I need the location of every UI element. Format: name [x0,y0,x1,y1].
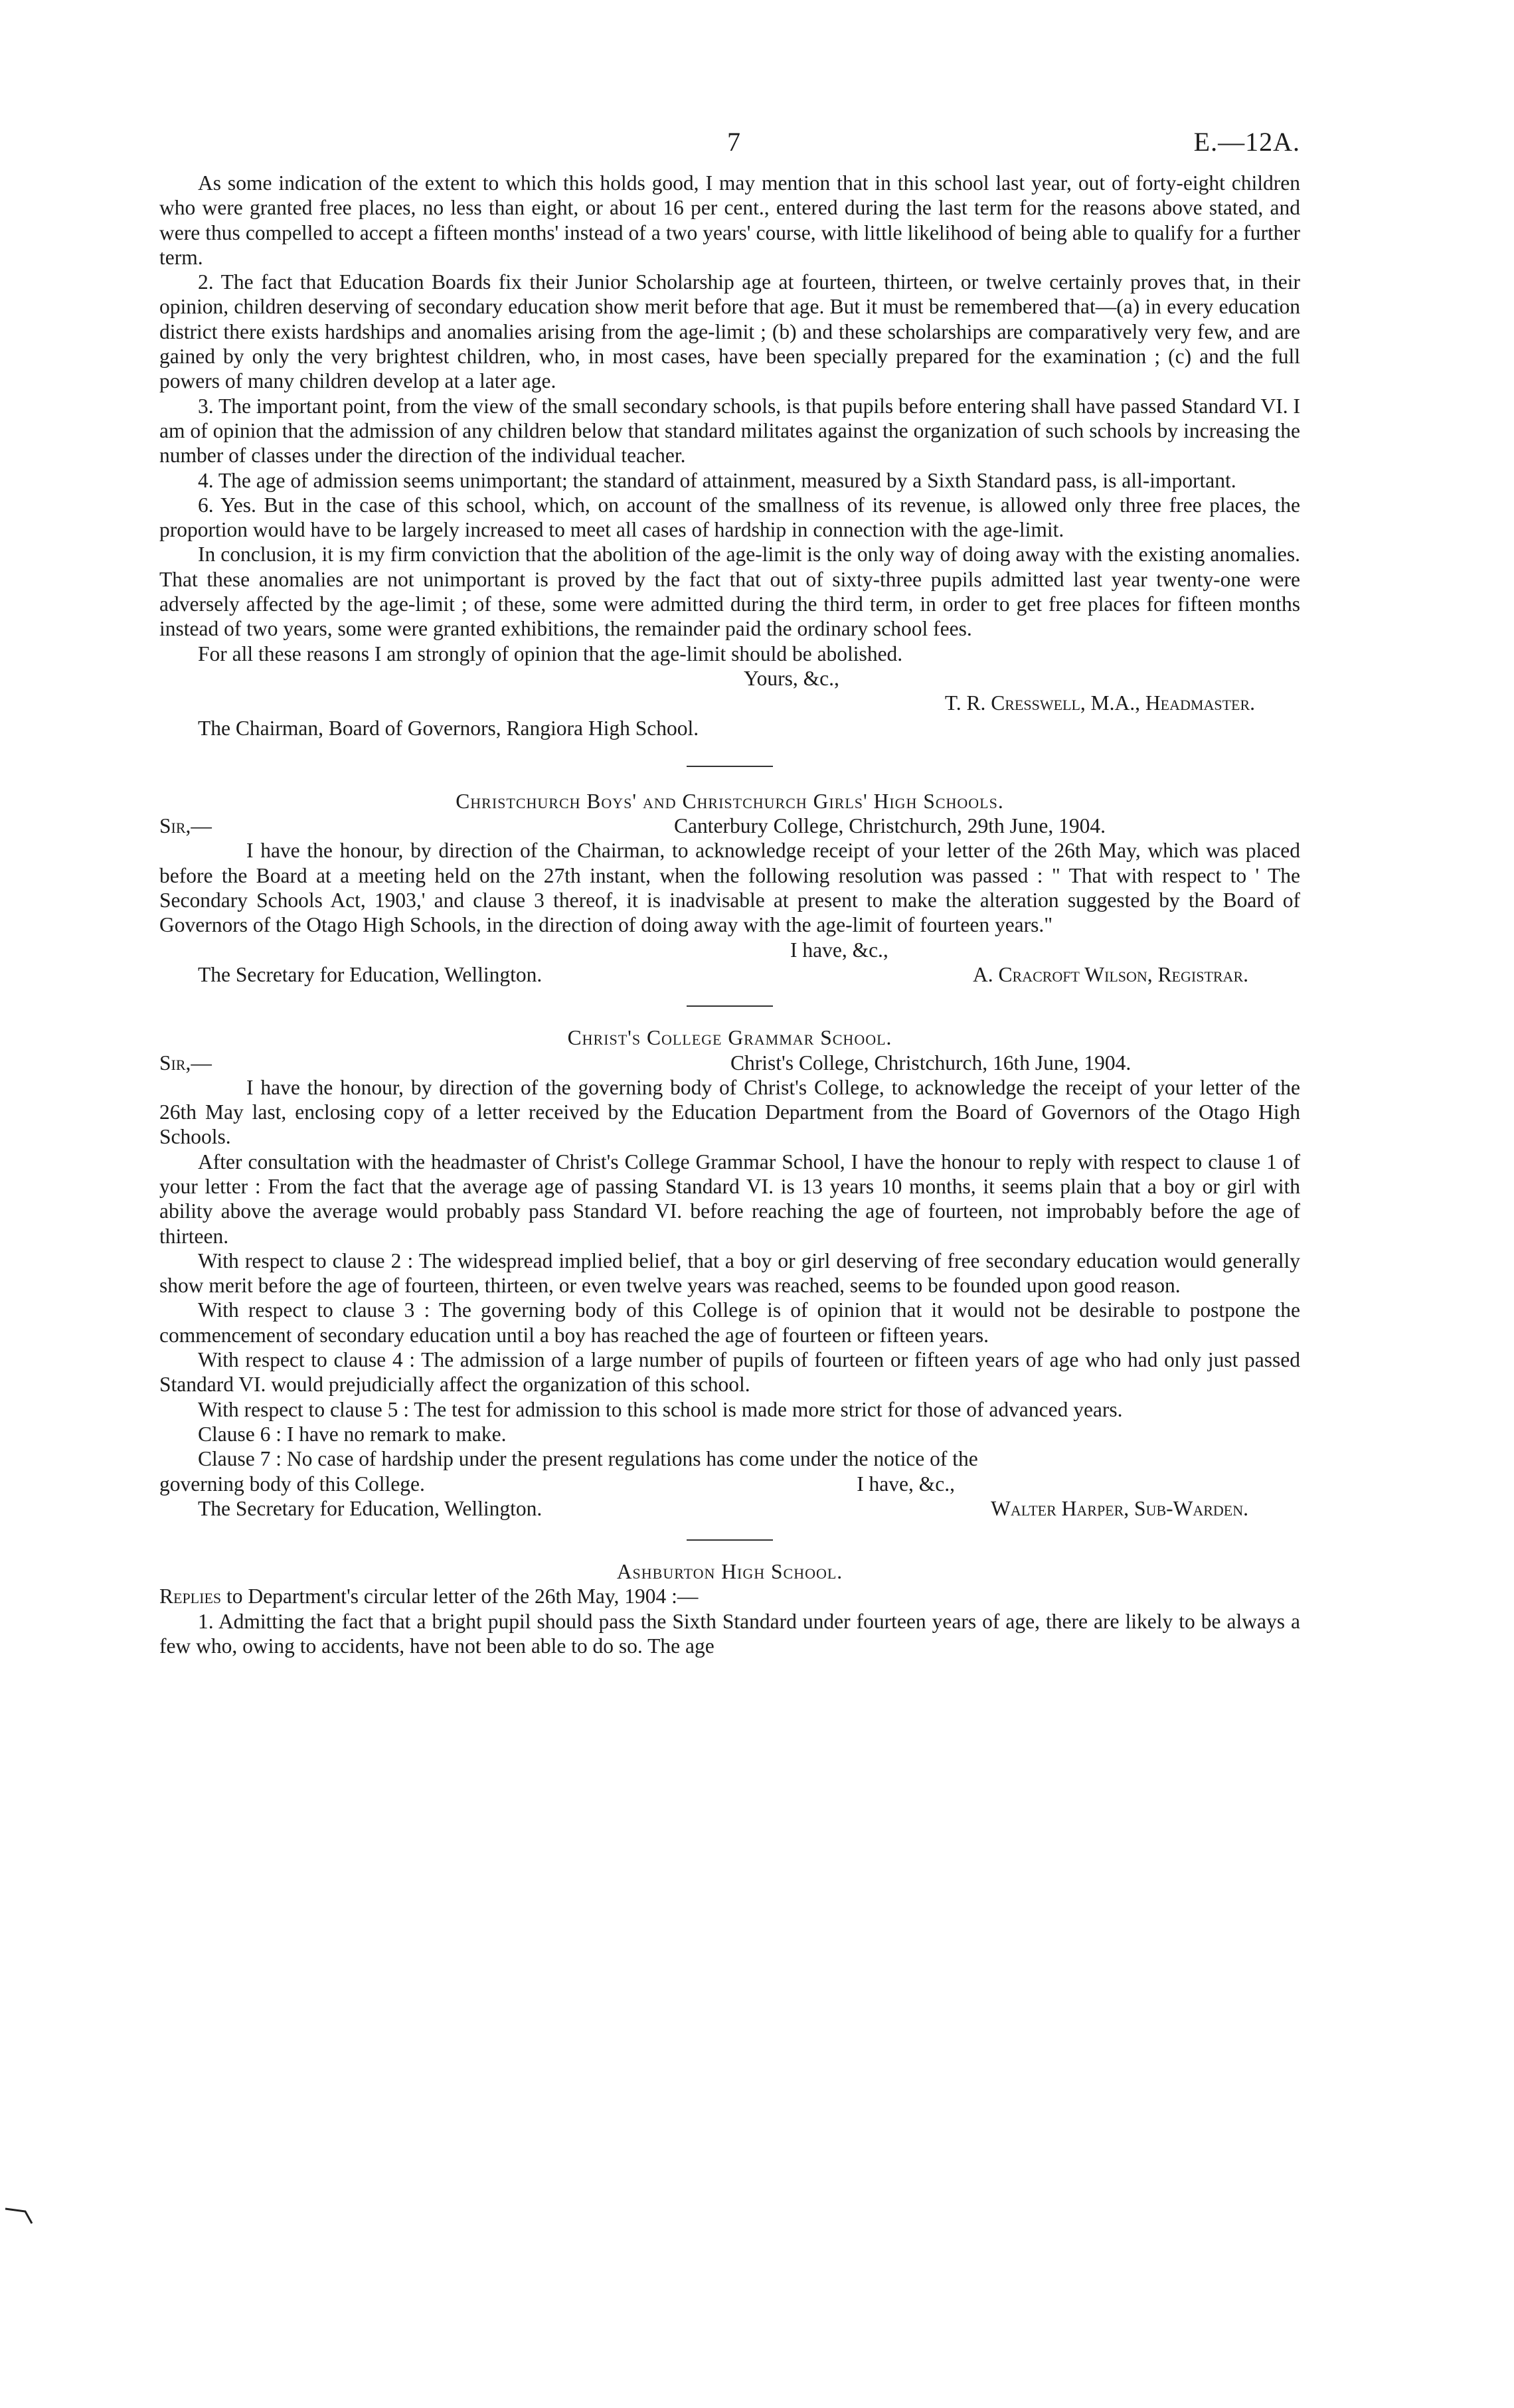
address-date: Christ's College, Christchurch, 16th June, 1904. [730,1051,1132,1075]
paragraph: 1. Admitting the fact that a bright pupil should pass the Sixth Standard under fourteen years of age, there are likely to be always a few who, owing to accidents, have not been able to do so. The age [159,1609,1300,1658]
section-title: Ashburton High School. [616,1560,843,1584]
replies-text: to Department's circular letter of the 26th May, 1904 :— [221,1585,699,1608]
section-divider [687,766,773,767]
paragraph: After consultation with the headmaster of Christ's College Grammar School, I have the honour to reply with respect to clause 1 of your letter : From the fact that the average age of passing Standard VI. is 13 years 10 months, it seems plain that a boy or girl with ability above the average would probably pass Standard VI. before reaching the age of fourteen, not improbably before the age of thirteen. [159,1150,1300,1248]
section-title: Christ's College Grammar School. [567,1026,892,1050]
paragraph-end: governing body of this College. [159,1472,425,1496]
replies-word: Replies [159,1585,222,1608]
section-title: Christchurch Boys' and Christchurch Girls' High Schools. [456,789,1004,813]
paragraph: For all these reasons I am strongly of opinion that the age-limit should be abolished. [198,642,903,665]
paragraph: 4. The age of admission seems unimportant; the standard of attainment, measured by a Sixth Standard pass, is all-important. [198,468,1236,492]
addressee: The Chairman, Board of Governors, Rangiora High School. [198,716,699,740]
section-divider [687,1005,773,1007]
replies-line [159,1584,1300,1608]
paragraph: Clause 6 : I have no remark to make. [198,1422,507,1446]
addressee: The Secretary for Education, Wellington. [198,962,543,986]
paragraph: I have the honour, by direction of the governing body of Christ's College, to acknowledge the receipt of your letter of the 26th May last, enclosing copy of a letter received by the Education Department from the Board of Governors of the Otago High Schools. [159,1075,1300,1149]
paragraph: With respect to clause 5 : The test for admission to this school is made more strict for those of advanced years. [198,1397,1123,1421]
signature-row [159,1496,1300,1521]
salutation-row [159,814,1300,838]
paragraph: 6. Yes. But in the case of this school, which, on account of the smallness of its revenue, is allowed only three free places, the proportion would have to be largely increased to meet all cases of hardship in connection with the age-limit. [159,493,1300,542]
paragraph: In conclusion, it is my firm conviction that the abolition of the age-limit is the only way of doing away with the existing anomalies. That these anomalies are not unimportant is proved by the fact that out of sixty-three pupils admitted last year twenty-one were adversely affected by the age-limit ; of these, some were admitted during the third term, in order to get free places for fifteen months instead of two years, some were granted exhibitions, the remainder paid the ordinary school fees. [159,543,1300,641]
paragraph: 3. The important point, from the view of the small secondary schools, is that pupils before entering shall have passed Standard VI. I am of opinion that the admission of any children below that standard militates against the organization of such schools by increasing the number of classes under the direction of the individual teacher. [159,394,1300,468]
addressee: The Secretary for Education, Wellington. [198,1496,543,1520]
signature-row [159,962,1300,987]
paragraph: I have the honour, by direction of the Chairman, to acknowledge receipt of your letter of the 26th May, which was placed before the Board at a meeting held on the 27th instant, when the following resolution was passed : " That with respect to ' The Secondary Schools Act, 1903,' and clause 3 thereof, it is inadvisable at present to make the alteration suggested by the Board of Governors of the Otago High Schools, in the direction of doing away with the age-limit of fourteen years." [159,839,1300,937]
signature: Walter Harper, Sub-Warden. [991,1496,1248,1520]
letter-closing: Yours, &c., [744,666,839,690]
closing-row [159,1472,1300,1496]
salutation-row [159,1051,1300,1075]
paragraph: 2. The fact that Education Boards fix their Junior Scholarship age at fourteen, thirteen, or twelve certainly proves that, in their opinion, children deserving of secondary education show merit before that age. But it must be remembered that—(a) in every education district there exists hardships and anomalies arising from the age-limit ; (b) and these scholarships are comparatively very few, and are gained by only the very brightest children, who, in most cases, have been specially prepared for the examination ; (c) and the full powers of many children develop at a later age. [159,270,1300,393]
letter-closing: I have, &c., [790,938,888,962]
paragraph: With respect to clause 2 : The widespread implied belief, that a boy or girl deserving of free secondary education would generally show merit before the age of fourteen, thirteen, or even twelve years was reached, seems to be founded upon good reason. [159,1248,1300,1298]
signature: T. R. Cresswell, M.A., Headmaster. [944,691,1255,715]
salutation: Sir,— [159,814,212,838]
document-page [159,129,1300,1658]
salutation: Sir,— [159,1051,212,1075]
document-reference: E.—12A. [1193,127,1300,157]
letter-closing: I have, &c., [857,1472,955,1496]
paragraph: As some indication of the extent to which this holds good, I may mention that in this school last year, out of forty-eight children who were granted free places, no less than eight, or about 16 per cent., entered during the last term for the reasons above stated, and were thus compelled to accept a fifteen months' instead of a two years' course, with little likelihood of being able to qualify for a further term. [159,171,1300,269]
address-date: Canterbury College, Christchurch, 29th June, 1904. [674,814,1106,838]
page-number: 7 [727,127,740,157]
paragraph: With respect to clause 4 : The admission of a large number of pupils of fourteen or fifteen years of age who had only just passed Standard VI. would prejudicially affect the organization of this school. [159,1348,1300,1397]
paragraph: With respect to clause 3 : The governing body of this College is of opinion that it would not be desirable to postpone the commencement of secondary education until a boy has reached the age of fourteen or fifteen years. [159,1298,1300,1347]
section-divider [687,1539,773,1541]
margin-mark [0,2203,40,2230]
page-header [159,129,1300,169]
paragraph: Clause 7 : No case of hardship under the present regulations has come under the notice of the [198,1447,978,1471]
signature: A. Cracroft Wilson, Registrar. [973,962,1248,986]
